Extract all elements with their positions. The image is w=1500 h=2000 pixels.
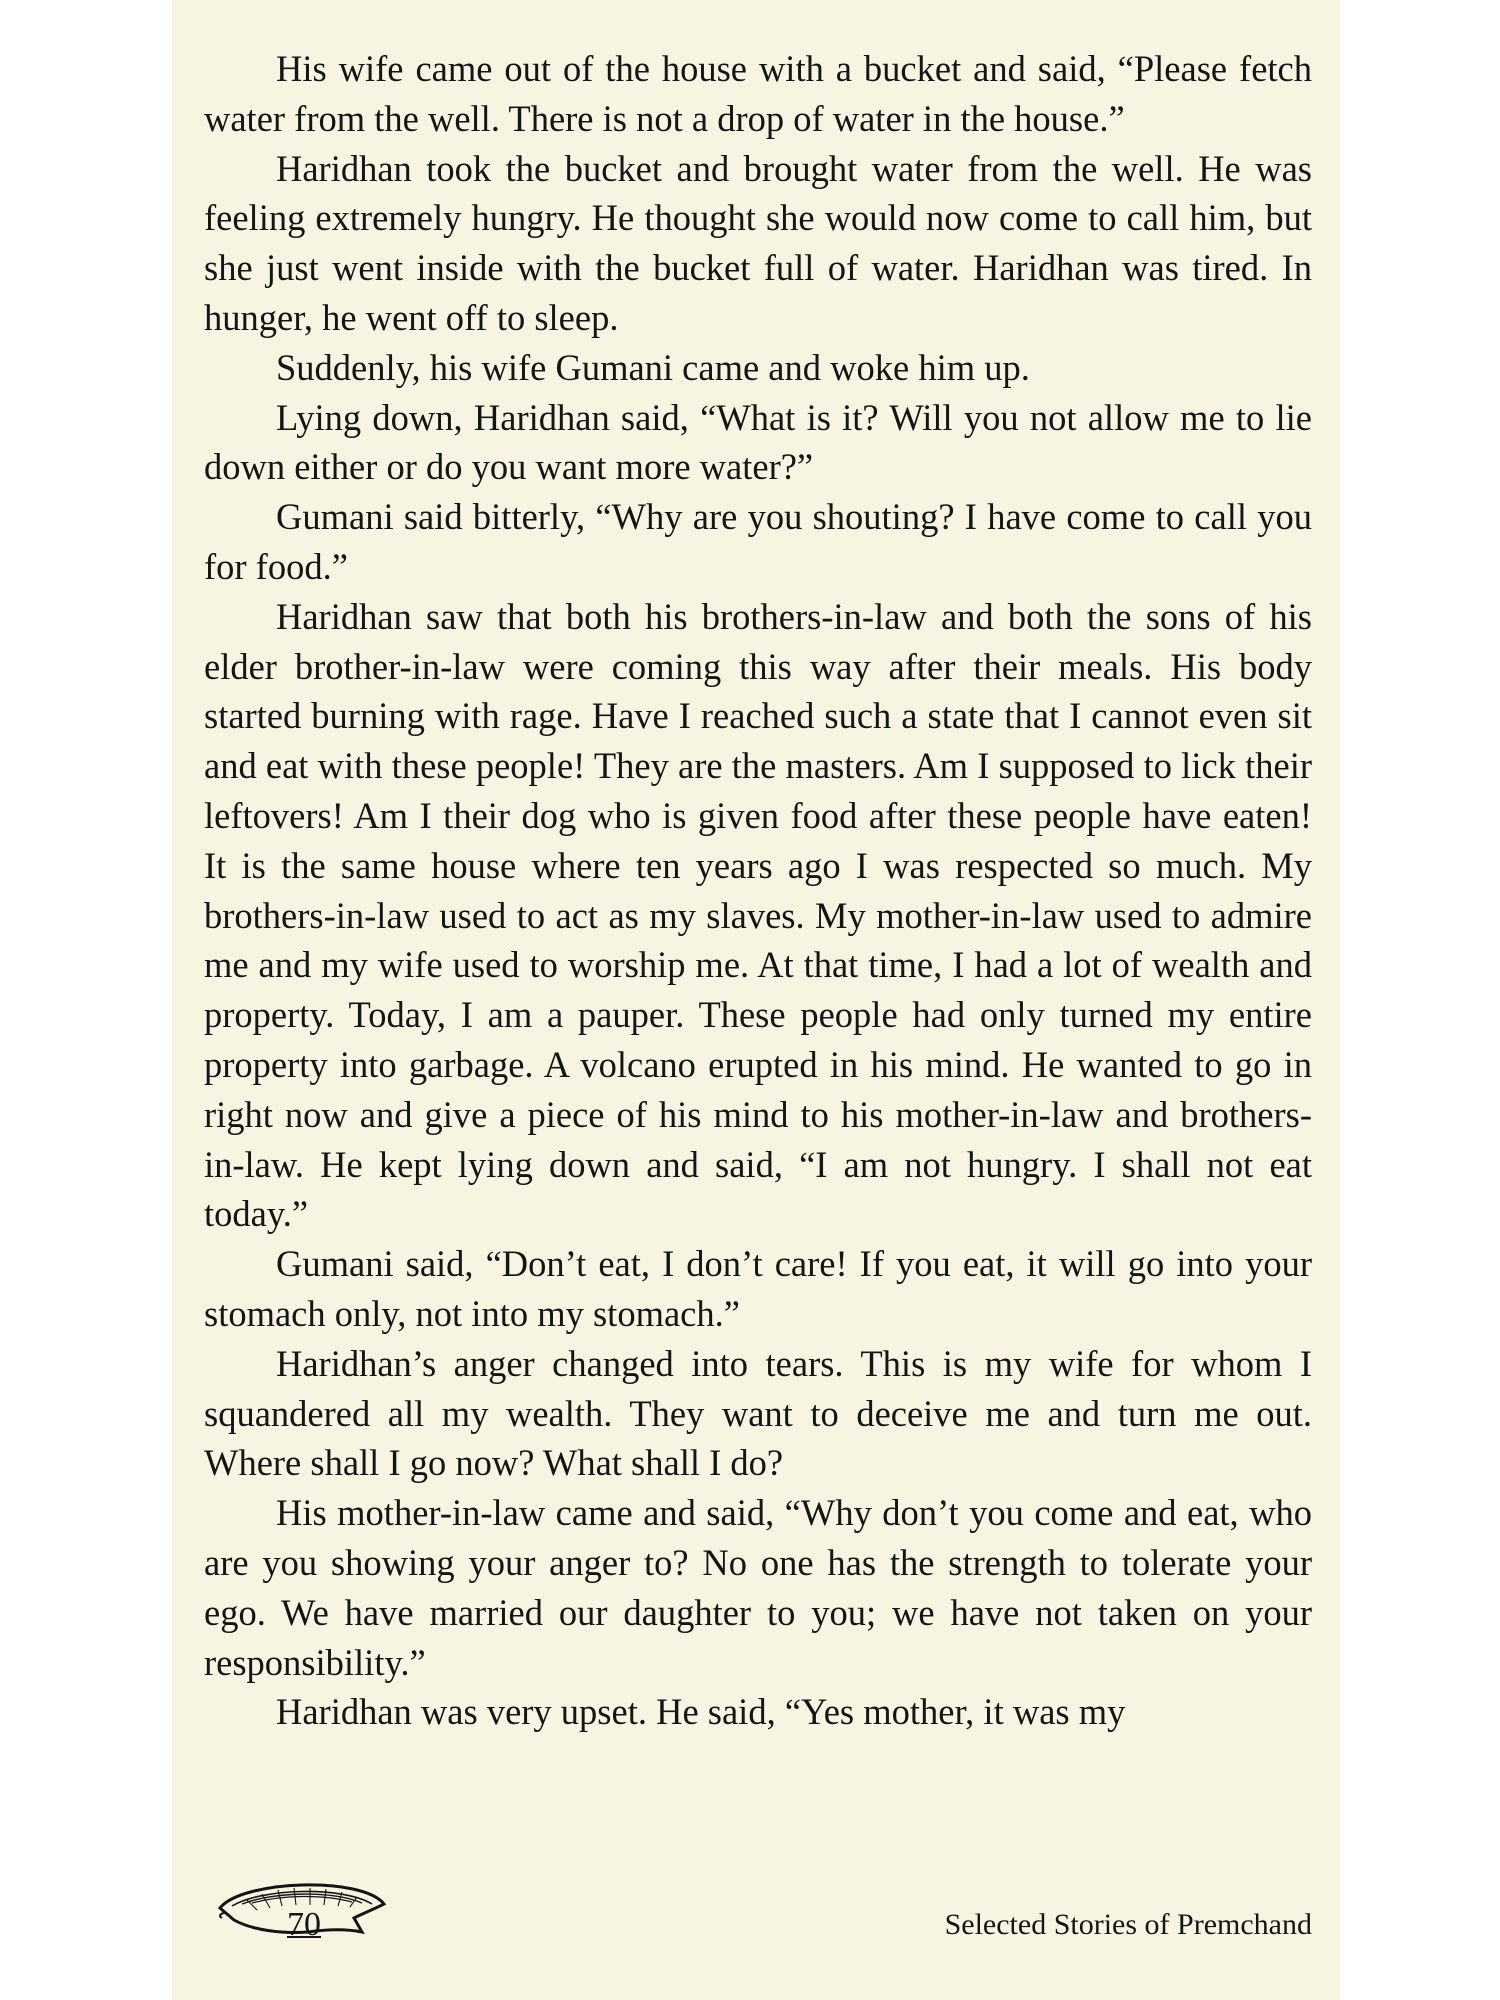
paragraph: Gumani said bitterly, “Why are you shouting? I have come to call you for food.”	[204, 496, 1312, 587]
paragraph: Haridhan was very upset. He said, “Yes mother, it was my	[276, 1691, 1126, 1733]
paragraph: Lying down, Haridhan said, “What is it? Will you not allow me to lie down either or do you want more water?”	[204, 396, 1312, 488]
paragraph: Haridhan’s anger changed into tears. This is my wife for whom I squandered all my wealth. They want to deceive me and turn me out. Where shall I go now? What shall I do?	[204, 1342, 1312, 1484]
paragraph: Suddenly, his wife Gumani came and woke him up.	[276, 346, 1030, 388]
paragraph: His wife came out of the house with a bucket and said, “Please fetch water from the well. There is not a drop of water in the house.”	[204, 48, 1312, 139]
book-page	[172, 0, 1340, 2000]
page-footer	[172, 1870, 1340, 1950]
paragraph: Haridhan took the bucket and brought water from the well. He was feeling extremely hungry. He thought she would now come to call him, but she just went inside with the bucket full of water. Haridhan was tired. In hunger, he went off to sleep.	[204, 147, 1312, 338]
body-text	[204, 44, 1312, 1737]
running-footer-title: Selected Stories of Premchand	[944, 1908, 1312, 1941]
paragraph: Gumani said, “Don’t eat, I don’t care! If you eat, it will go into your stomach only, not into my stomach.”	[204, 1243, 1312, 1334]
paragraph: Haridhan saw that both his brothers-in-law and both the sons of his elder brother-in-law were coming this way after their meals. His body started burning with rage. Have I reached such a state that I cannot even sit and eat with these people! They are the masters. Am I supposed to lick their leftovers! Am I their dog who is given food after these people have eaten! It is the same house where ten years ago I was respected so much. My brothers-in-law used to act as my slaves. My mother-in-law used to admire me and my wife used to worship me. At that time, I had a lot of wealth and property. Today, I am a pauper. These people had only turned my entire property into garbage. A volcano erupted in his mind. He wanted to go in right now and give a piece of his mind to his mother-in-law and brothers-in-law. He kept lying down and said, “I am not hungry. I shall not eat today.”	[204, 595, 1312, 1235]
page-number: 70	[287, 1906, 321, 1943]
paragraph: His mother-in-law came and said, “Why don’t you come and eat, who are you showing your anger to? No one has the strength to tolerate your ego. We have married our daughter to you; we have not taken on your responsibility.”	[204, 1492, 1312, 1683]
